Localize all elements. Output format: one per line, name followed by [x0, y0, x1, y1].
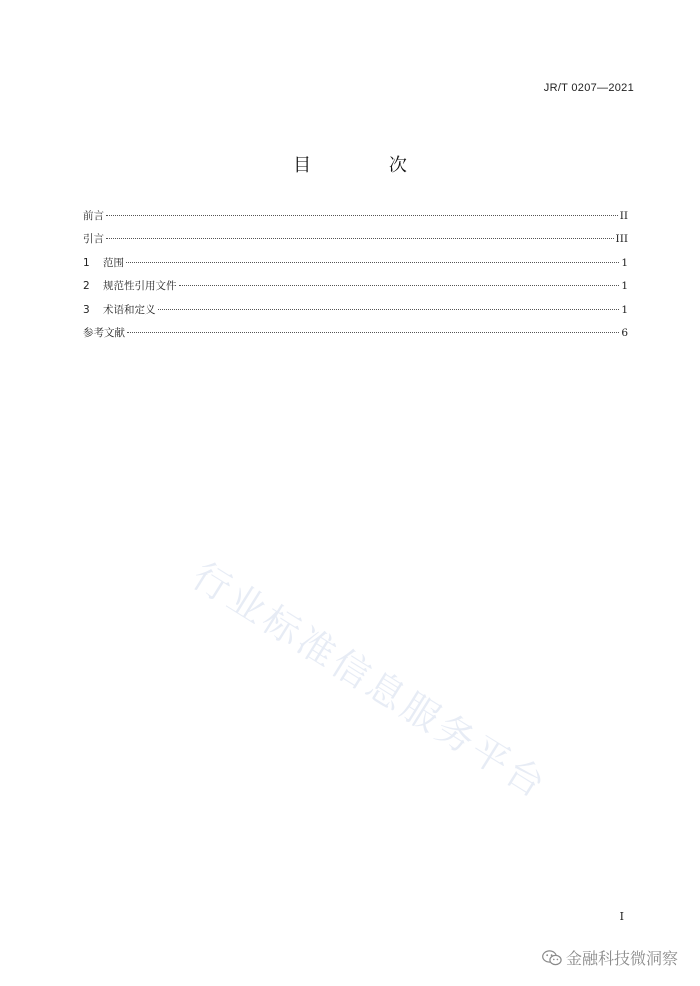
page-number: I	[619, 910, 624, 923]
toc-entry-page: 1	[621, 280, 628, 293]
toc-entry-label: 参考文献	[83, 326, 125, 339]
toc-leader-dots	[106, 238, 614, 239]
toc-entry[interactable]	[83, 231, 628, 254]
toc-leader-dots	[179, 285, 620, 286]
toc-entry-page: 1	[621, 303, 628, 316]
toc-entry-label: 3 术语和定义	[83, 303, 156, 316]
toc-entry-number: 2	[83, 280, 90, 293]
toc-entry-page: 6	[621, 326, 628, 339]
wechat-icon	[542, 950, 562, 966]
table-of-contents	[83, 208, 628, 348]
toc-entry[interactable]	[83, 325, 628, 348]
toc-leader-dots	[126, 262, 619, 263]
watermark: 行业标准信息服务平台	[184, 554, 556, 808]
brand-label: 金融科技微洞察	[565, 949, 678, 968]
toc-title: 目 次	[293, 155, 443, 176]
toc-entry-number: 1	[83, 256, 90, 269]
toc-entry[interactable]	[83, 302, 628, 325]
toc-entry[interactable]	[83, 208, 628, 231]
toc-leader-dots	[106, 215, 618, 216]
toc-leader-dots	[158, 309, 620, 310]
toc-entry-page: II	[619, 210, 628, 222]
brand-badge[interactable]	[542, 946, 678, 969]
toc-entry-label: 前言	[83, 210, 104, 222]
standard-code: JR/T 0207—2021	[543, 82, 634, 94]
toc-entry-label: 引言	[83, 233, 104, 246]
toc-entry[interactable]	[83, 278, 628, 301]
toc-leader-dots	[127, 332, 619, 333]
toc-entry-label: 1 范围	[83, 256, 124, 269]
toc-entry-number: 3	[83, 303, 90, 316]
toc-entry-page: III	[615, 233, 628, 246]
toc-entry[interactable]	[83, 255, 628, 278]
toc-entry-page: 1	[621, 256, 628, 269]
toc-entry-label: 2 规范性引用文件	[83, 280, 177, 293]
